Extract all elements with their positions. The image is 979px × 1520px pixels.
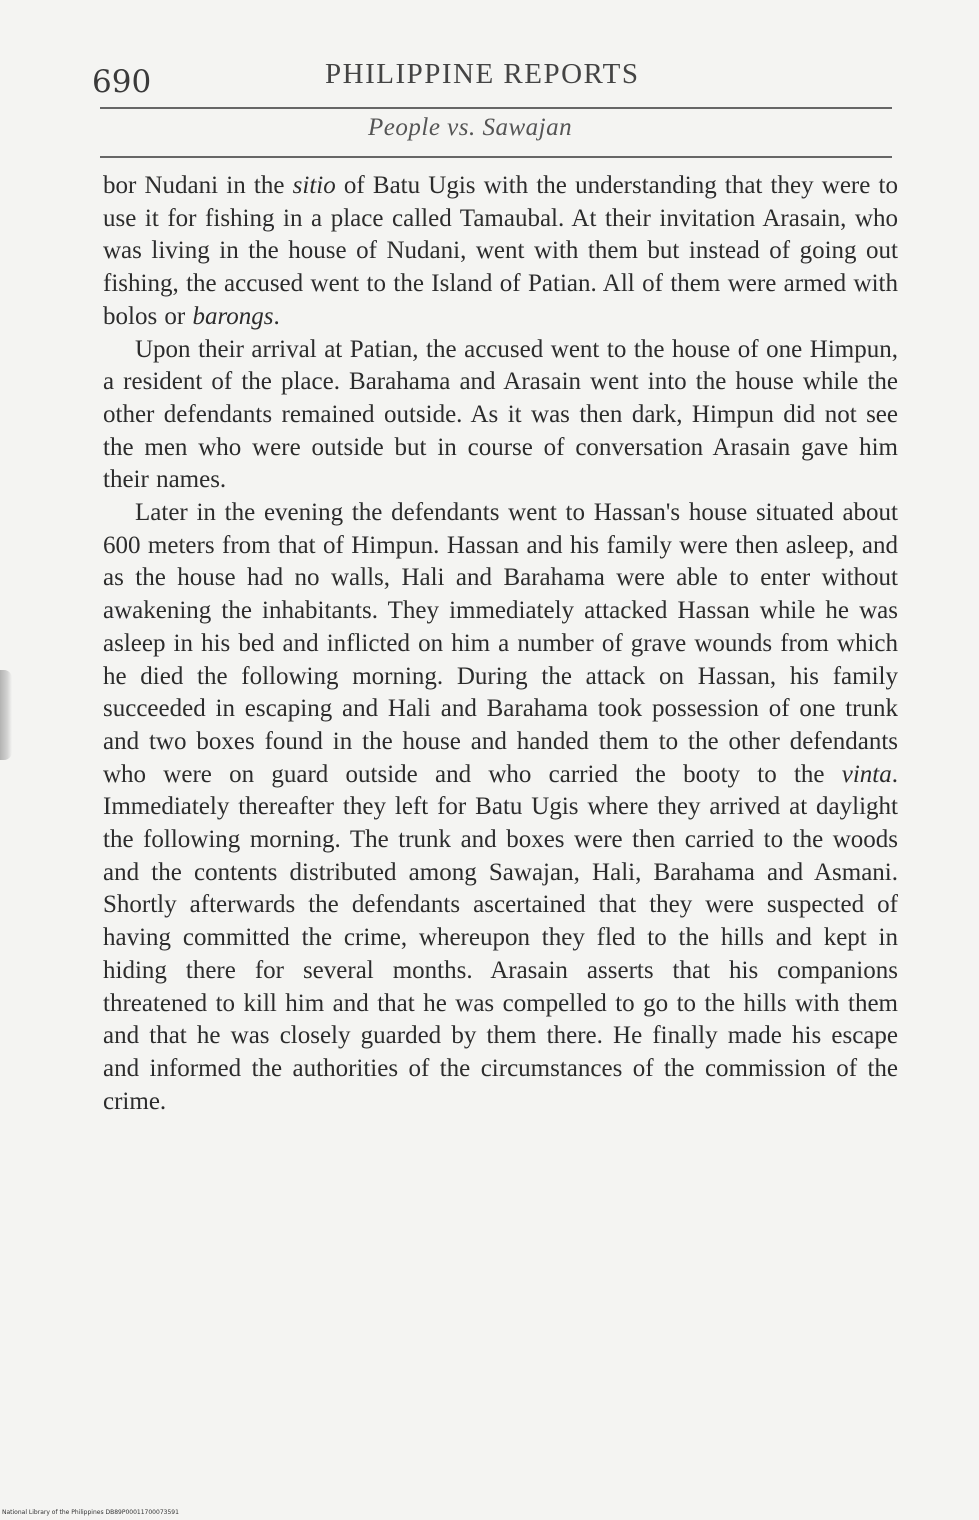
page-number: 690 [92, 64, 152, 100]
paragraph-1-italic-sitio: sitio [292, 172, 336, 199]
running-head: PHILIPPINE REPORTS [325, 58, 640, 90]
header-rule-top [100, 107, 892, 109]
paragraph-3-text-a: Later in the evening the defendants went to Hassan's house situated about 600 meters from that of Himpun. Hassan and his family were then asleep, and as the house had no walls, Hali and Barahama were able to enter without awakening the inhabitants. They immediately attacked Hassan while he was asleep in his bed and inflicted on him a number of grave wounds from which he died the following morning. During the attack on Hassan, his family succeeded in escaping and Hali and Barahama took possession of one trunk and two boxes found in the house and handed them to the other defendants who were on guard outside and who carried the booty to the [103, 499, 898, 788]
paragraph-1-text-a: bor Nudani in the [103, 172, 293, 199]
paragraph-1-text-c: . [273, 302, 280, 330]
paragraph-3-text-b: . Immediately thereafter they left for Batu Ugis where they arrived at daylight the following morning. The trunk and boxes were then carried to the woods and the contents distributed among Sawajan, Hali, Barahama and Asmani. Shortly afterwards the defendants ascertained that they were suspected of having committed the crime, whereupon they fled to the hills and kept in hiding there for several months. Arasain asserts that his companions threatened to kill him and that he was compelled to go to the hills with them and that he was closely guarded by them there. He finally made his escape and informed the authorities of the circumstances of the commission of the crime. [103, 760, 898, 1115]
header-rule-bottom [100, 156, 892, 158]
paragraph-3-italic-vinta: vinta [841, 760, 892, 788]
paragraph-1-text-b: of Batu Ugis with the understanding that they were to use it for fishing in a place called Tamaubal. At their invitation Arasain, who was living in the house of Nudani, went with them but instead of going out fishing, the accused went to the Island of Patian. All of them were armed with bolos or [103, 172, 898, 330]
footer-note: National Library of the Philippines DB89P00011700073591 [2, 1509, 179, 1516]
binding-shadow [0, 670, 12, 760]
paragraph-1-italic-barongs: barongs [192, 302, 274, 330]
body-text [103, 170, 898, 1118]
paragraph-3 [103, 497, 898, 1118]
paragraph-1 [103, 170, 898, 334]
case-title: People vs. Sawajan [368, 114, 573, 141]
paragraph-2: Upon their arrival at Patian, the accused went to the house of one Himpun, a resident of the place. Barahama and Arasain went into the house while the other defendants remained outside. As it was then dark, Himpun did not see the men who were outside but in course of conversation Arasain gave him their names. [103, 335, 898, 494]
